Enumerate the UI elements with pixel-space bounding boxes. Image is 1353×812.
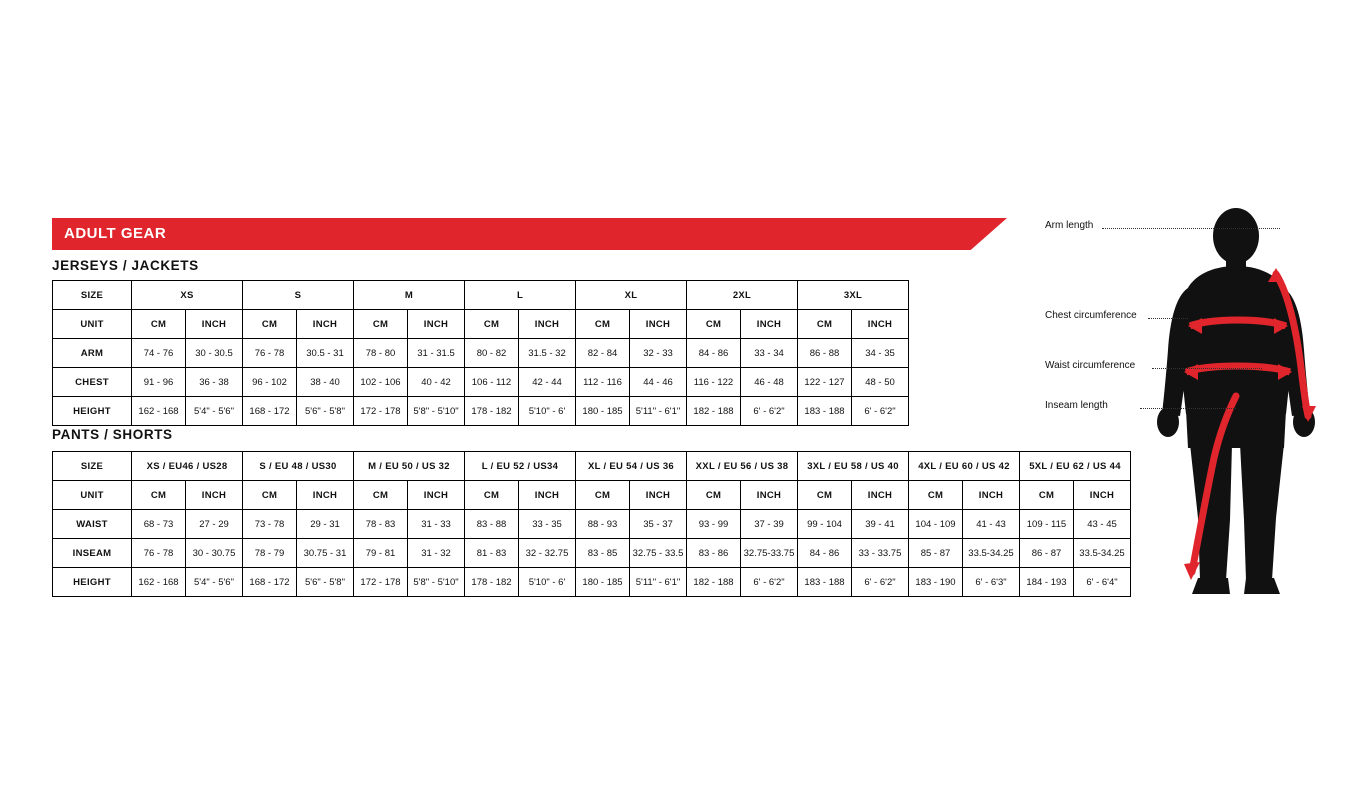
table-cell: 5'6" - 5'8" [297,397,354,426]
size-header-cell: 2XL [687,281,798,310]
row-header-chest: CHEST [53,368,132,397]
table-cell: 32 - 32.75 [519,539,576,568]
size-header-cell: 5XL / EU 62 / US 44 [1020,452,1131,481]
table-row [53,339,909,368]
table-cell: 30 - 30.75 [186,539,243,568]
table-cell: 5'4" - 5'6" [186,568,243,597]
table-cell: 80 - 82 [465,339,519,368]
table-cell: 84 - 86 [687,339,741,368]
table-cell: 183 - 188 [798,568,852,597]
row-header-unit: UNIT [53,310,132,339]
table-cell: 31 - 32 [408,539,465,568]
size-header-cell: S / EU 48 / US30 [243,452,354,481]
callout-waist-circumference: Waist circumference [1045,360,1136,371]
table-cell: 106 - 112 [465,368,519,397]
table-row-unit-header [53,310,909,339]
table-cell: 30.75 - 31 [297,539,354,568]
size-header-cell: 4XL / EU 60 / US 42 [909,452,1020,481]
row-header-unit: UNIT [53,481,132,510]
row-header-arm: ARM [53,339,132,368]
size-header-cell: M [354,281,465,310]
table-cell: 33.5-34.25 [1074,539,1131,568]
table-cell: 79 - 81 [354,539,408,568]
unit-header-cell: CM [132,310,186,339]
table-cell: 46 - 48 [741,368,798,397]
table-cell: 82 - 84 [576,339,630,368]
unit-header-cell: INCH [186,310,243,339]
unit-header-cell: INCH [741,310,798,339]
unit-header-cell: CM [798,310,852,339]
size-header-cell: XS [132,281,243,310]
table-cell: 6' - 6'4" [1074,568,1131,597]
table-cell: 5'6" - 5'8" [297,568,354,597]
unit-header-cell: INCH [186,481,243,510]
table-cell: 91 - 96 [132,368,186,397]
table-cell: 32 - 33 [630,339,687,368]
unit-header-cell: CM [687,481,741,510]
table-cell: 29 - 31 [297,510,354,539]
table-cell: 83 - 86 [687,539,741,568]
table-cell: 35 - 37 [630,510,687,539]
table-cell: 183 - 188 [798,397,852,426]
table-cell: 88 - 93 [576,510,630,539]
table-cell: 184 - 193 [1020,568,1074,597]
table-cell: 39 - 41 [852,510,909,539]
table-cell: 6' - 6'3" [963,568,1020,597]
table-cell: 122 - 127 [798,368,852,397]
table-row [53,397,909,426]
table-cell: 96 - 102 [243,368,297,397]
table-row [53,510,1131,539]
table-cell: 104 - 109 [909,510,963,539]
table-cell: 33 - 34 [741,339,798,368]
size-header-cell: M / EU 50 / US 32 [354,452,465,481]
size-header-cell: XS / EU46 / US28 [132,452,243,481]
unit-header-cell: CM [798,481,852,510]
table-cell: 5'4" - 5'6" [186,397,243,426]
unit-header-cell: CM [243,310,297,339]
table-cell: 109 - 115 [1020,510,1074,539]
table-cell: 76 - 78 [132,539,186,568]
unit-header-cell: CM [354,481,408,510]
size-header-cell: XL [576,281,687,310]
table-cell: 40 - 42 [408,368,465,397]
table-cell: 34 - 35 [852,339,909,368]
unit-header-cell: INCH [408,481,465,510]
row-header-inseam: INSEAM [53,539,132,568]
table-cell: 38 - 40 [297,368,354,397]
section-title-jerseys: JERSEYS / JACKETS [52,258,199,273]
table-row [53,539,1131,568]
table-cell: 32.75 - 33.5 [630,539,687,568]
table-cell: 178 - 182 [465,568,519,597]
table-cell: 78 - 80 [354,339,408,368]
banner-shape [52,218,1007,250]
leader-waist [1152,368,1262,369]
table-cell: 33 - 35 [519,510,576,539]
table-cell: 172 - 178 [354,397,408,426]
table-cell: 83 - 85 [576,539,630,568]
table-row-unit-header [53,481,1131,510]
table-cell: 112 - 116 [576,368,630,397]
unit-header-cell: INCH [630,310,687,339]
table-cell: 5'11" - 6'1" [630,397,687,426]
table-cell: 78 - 79 [243,539,297,568]
size-header-cell: S [243,281,354,310]
table-cell: 182 - 188 [687,397,741,426]
table-cell: 86 - 87 [1020,539,1074,568]
table-cell: 93 - 99 [687,510,741,539]
table-cell: 84 - 86 [798,539,852,568]
jerseys-size-table [52,280,909,426]
unit-header-cell: INCH [963,481,1020,510]
table-row [53,568,1131,597]
row-header-height: HEIGHT [53,568,132,597]
table-cell: 36 - 38 [186,368,243,397]
table-cell: 30 - 30.5 [186,339,243,368]
table-cell: 73 - 78 [243,510,297,539]
row-header-size: SIZE [53,281,132,310]
table-cell: 116 - 122 [687,368,741,397]
table-cell: 78 - 83 [354,510,408,539]
row-header-waist: WAIST [53,510,132,539]
table-cell: 37 - 39 [741,510,798,539]
unit-header-cell: INCH [519,481,576,510]
table-cell: 32.75-33.75 [741,539,798,568]
unit-header-cell: INCH [852,481,909,510]
table-cell: 5'8" - 5'10" [408,568,465,597]
table-cell: 6' - 6'2" [741,397,798,426]
table-cell: 178 - 182 [465,397,519,426]
table-cell: 31 - 33 [408,510,465,539]
table-cell: 33.5-34.25 [963,539,1020,568]
leader-arm [1102,228,1280,229]
unit-header-cell: CM [132,481,186,510]
table-cell: 42 - 44 [519,368,576,397]
table-cell: 41 - 43 [963,510,1020,539]
section-title-pants: PANTS / SHORTS [52,427,173,442]
table-cell: 168 - 172 [243,397,297,426]
callout-inseam-length: Inseam length [1045,400,1108,411]
unit-header-cell: CM [465,310,519,339]
unit-header-cell: INCH [852,310,909,339]
pants-size-table [52,451,1131,597]
table-cell: 172 - 178 [354,568,408,597]
leader-inseam [1140,408,1236,409]
unit-header-cell: INCH [408,310,465,339]
table-cell: 182 - 188 [687,568,741,597]
table-cell: 162 - 168 [132,397,186,426]
size-header-cell: 3XL [798,281,909,310]
table-cell: 48 - 50 [852,368,909,397]
table-cell: 6' - 6'2" [852,397,909,426]
size-header-cell: XL / EU 54 / US 36 [576,452,687,481]
leader-chest [1148,318,1188,319]
unit-header-cell: INCH [741,481,798,510]
row-header-size: SIZE [53,452,132,481]
callout-arm-length: Arm length [1045,220,1094,231]
size-header-cell: L / EU 52 / US34 [465,452,576,481]
table-cell: 5'8" - 5'10" [408,397,465,426]
unit-header-cell: INCH [1074,481,1131,510]
table-cell: 85 - 87 [909,539,963,568]
table-cell: 30.5 - 31 [297,339,354,368]
unit-header-cell: INCH [297,310,354,339]
table-cell: 44 - 46 [630,368,687,397]
unit-header-cell: CM [465,481,519,510]
table-cell: 5'10" - 6' [519,397,576,426]
table-cell: 43 - 45 [1074,510,1131,539]
row-header-height: HEIGHT [53,397,132,426]
table-cell: 33 - 33.75 [852,539,909,568]
table-cell: 180 - 185 [576,568,630,597]
unit-header-cell: CM [1020,481,1074,510]
unit-header-cell: INCH [630,481,687,510]
measurement-figure [1040,200,1340,620]
table-cell: 31.5 - 32 [519,339,576,368]
table-cell: 86 - 88 [798,339,852,368]
size-header-cell: L [465,281,576,310]
table-cell: 76 - 78 [243,339,297,368]
size-header-cell: 3XL / EU 58 / US 40 [798,452,909,481]
table-cell: 31 - 31.5 [408,339,465,368]
unit-header-cell: CM [354,310,408,339]
table-cell: 162 - 168 [132,568,186,597]
table-row-size-header [53,281,909,310]
table-cell: 5'11" - 6'1" [630,568,687,597]
table-row-size-header [53,452,1131,481]
unit-header-cell: CM [576,481,630,510]
unit-header-cell: INCH [297,481,354,510]
adult-gear-banner [52,218,1007,250]
table-cell: 83 - 88 [465,510,519,539]
table-cell: 99 - 104 [798,510,852,539]
table-cell: 180 - 185 [576,397,630,426]
unit-header-cell: INCH [519,310,576,339]
banner-label: ADULT GEAR [64,225,167,242]
size-header-cell: XXL / EU 56 / US 38 [687,452,798,481]
unit-header-cell: CM [576,310,630,339]
table-cell: 6' - 6'2" [741,568,798,597]
table-cell: 183 - 190 [909,568,963,597]
table-cell: 168 - 172 [243,568,297,597]
table-cell: 5'10" - 6' [519,568,576,597]
callout-chest-circumference: Chest circumference [1045,310,1137,321]
table-cell: 74 - 76 [132,339,186,368]
table-row [53,368,909,397]
table-cell: 68 - 73 [132,510,186,539]
unit-header-cell: CM [909,481,963,510]
unit-header-cell: CM [687,310,741,339]
table-cell: 81 - 83 [465,539,519,568]
unit-header-cell: CM [243,481,297,510]
table-cell: 6' - 6'2" [852,568,909,597]
table-cell: 102 - 106 [354,368,408,397]
table-cell: 27 - 29 [186,510,243,539]
